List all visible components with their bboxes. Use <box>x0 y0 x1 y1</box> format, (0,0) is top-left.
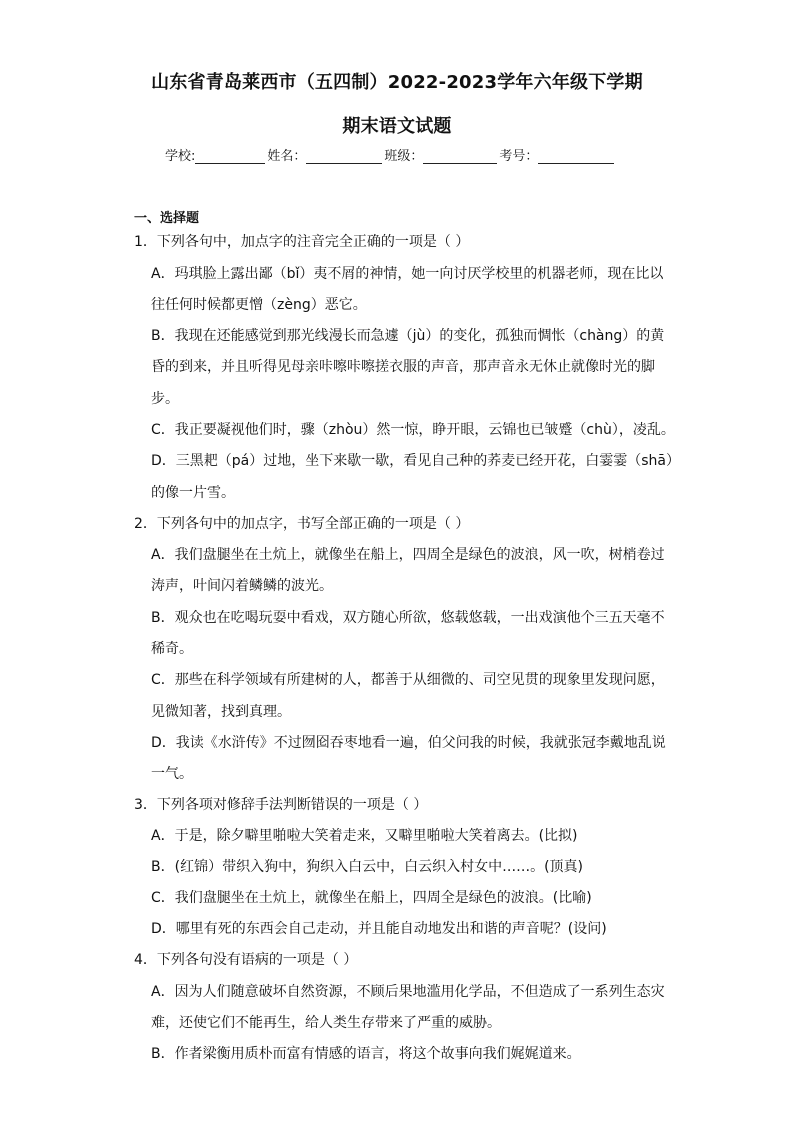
section-heading: 一、选择题 <box>134 211 200 226</box>
question-3-stem: 3．下列各项对修辞手法判断错误的一项是（ ） <box>134 797 428 813</box>
question-3-line: C．我们盘腿坐在土炕上，就像坐在船上，四周全是绿色的波浪。(比喻) <box>151 890 592 906</box>
question-1-stem: 1．下列各句中，加点字的注音完全正确的一项是（ ） <box>134 234 470 250</box>
exam-title-line-2: 期末语文试题 <box>342 116 452 137</box>
question-2-line: 稀奇。 <box>151 641 193 657</box>
question-2-stem: 2．下列各句中的加点字，书写全部正确的一项是（ ） <box>134 516 470 532</box>
question-2-line: 涛声，叶间闪着鳞鳞的波光。 <box>151 578 333 594</box>
question-4-line: A．因为人们随意破坏自然资源，不顾后果地滥用化学品，不但造成了一系列生态灾 <box>151 984 665 1000</box>
school-blank[interactable] <box>195 149 265 164</box>
question-2-line: B．观众也在吃喝玩耍中看戏，双方随心所欲，悠载悠载，一出戏演他个三五天毫不 <box>151 610 665 626</box>
question-2-line: D．我读《水浒传》不过囫囵吞枣地看一遍，伯父问我的时候，我就张冠李戴地乱说 <box>151 735 666 751</box>
student-info-row <box>165 145 616 164</box>
question-1-line: C．我正要凝视他们时，骤（zhòu）然一惊，睁开眼，云锦也已皱蹙（chù），凌乱。 <box>151 422 675 438</box>
number-blank[interactable] <box>538 149 614 164</box>
exam-title-line-1: 山东省青岛莱西市（五四制）2022-2023学年六年级下学期 <box>151 72 643 93</box>
question-2-line: C．那些在科学领域有所建树的人，都善于从细微的、司空见贯的现象里发现问愿， <box>151 672 665 688</box>
question-1-line: B．我现在还能感觉到那光线漫长而急遽（jù）的变化，孤独而惆怅（chàng）的黄 <box>151 328 665 344</box>
question-2-line: 一气。 <box>151 766 193 782</box>
question-1-line: D．三黑耙（pá）过地，坐下来歇一歇，看见自己种的荞麦已经开花，白霎霎（shā） <box>151 453 680 469</box>
question-1-line: 步。 <box>151 391 179 407</box>
number-label: 考号： <box>499 149 539 164</box>
name-label: 姓名： <box>267 149 307 164</box>
question-4-stem: 4．下列各句没有语病的一项是（ ） <box>134 952 358 968</box>
question-3-line: D．哪里有死的东西会自己走动，并且能自动地发出和谐的声音呢？(设问) <box>151 921 607 937</box>
class-label: 班级： <box>384 149 424 164</box>
question-4-line: 难，还使它们不能再生，给人类生存带来了严重的威胁。 <box>151 1015 501 1031</box>
question-1-line: A．玛琪脸上露出鄙（bǐ）夷不屑的神情，她一向讨厌学校里的机器老师，现在比以 <box>151 266 664 282</box>
question-1-line: 的像一片雪。 <box>151 485 235 501</box>
name-blank[interactable] <box>306 149 382 164</box>
class-blank[interactable] <box>423 149 497 164</box>
question-1-line: 往任何时候都更憎（zèng）恶它。 <box>151 297 367 313</box>
question-2-line: A．我们盘腿坐在土炕上，就像坐在船上，四周全是绿色的波浪，风一吹，树梢卷过 <box>151 547 665 563</box>
question-4-line: B．作者梁衡用质朴而富有情感的语言，将这个故事向我们娓娓道来。 <box>151 1046 581 1062</box>
question-2-line: 见微知著，找到真理。 <box>151 704 291 720</box>
question-1-line: 昏的到来，并且听得见母亲咔嚓咔嚓搓衣服的声音，那声音永无休止就像时光的脚 <box>151 359 655 375</box>
question-3-line: A．于是，除夕噼里啪啦大笑着走来，又噼里啪啦大笑着离去。(比拟) <box>151 828 578 844</box>
question-3-line: B．(红锦）带织入狗中，狗织入白云中，白云织入村女中……。(顶真) <box>151 859 583 875</box>
school-label: 学校: <box>165 149 196 164</box>
